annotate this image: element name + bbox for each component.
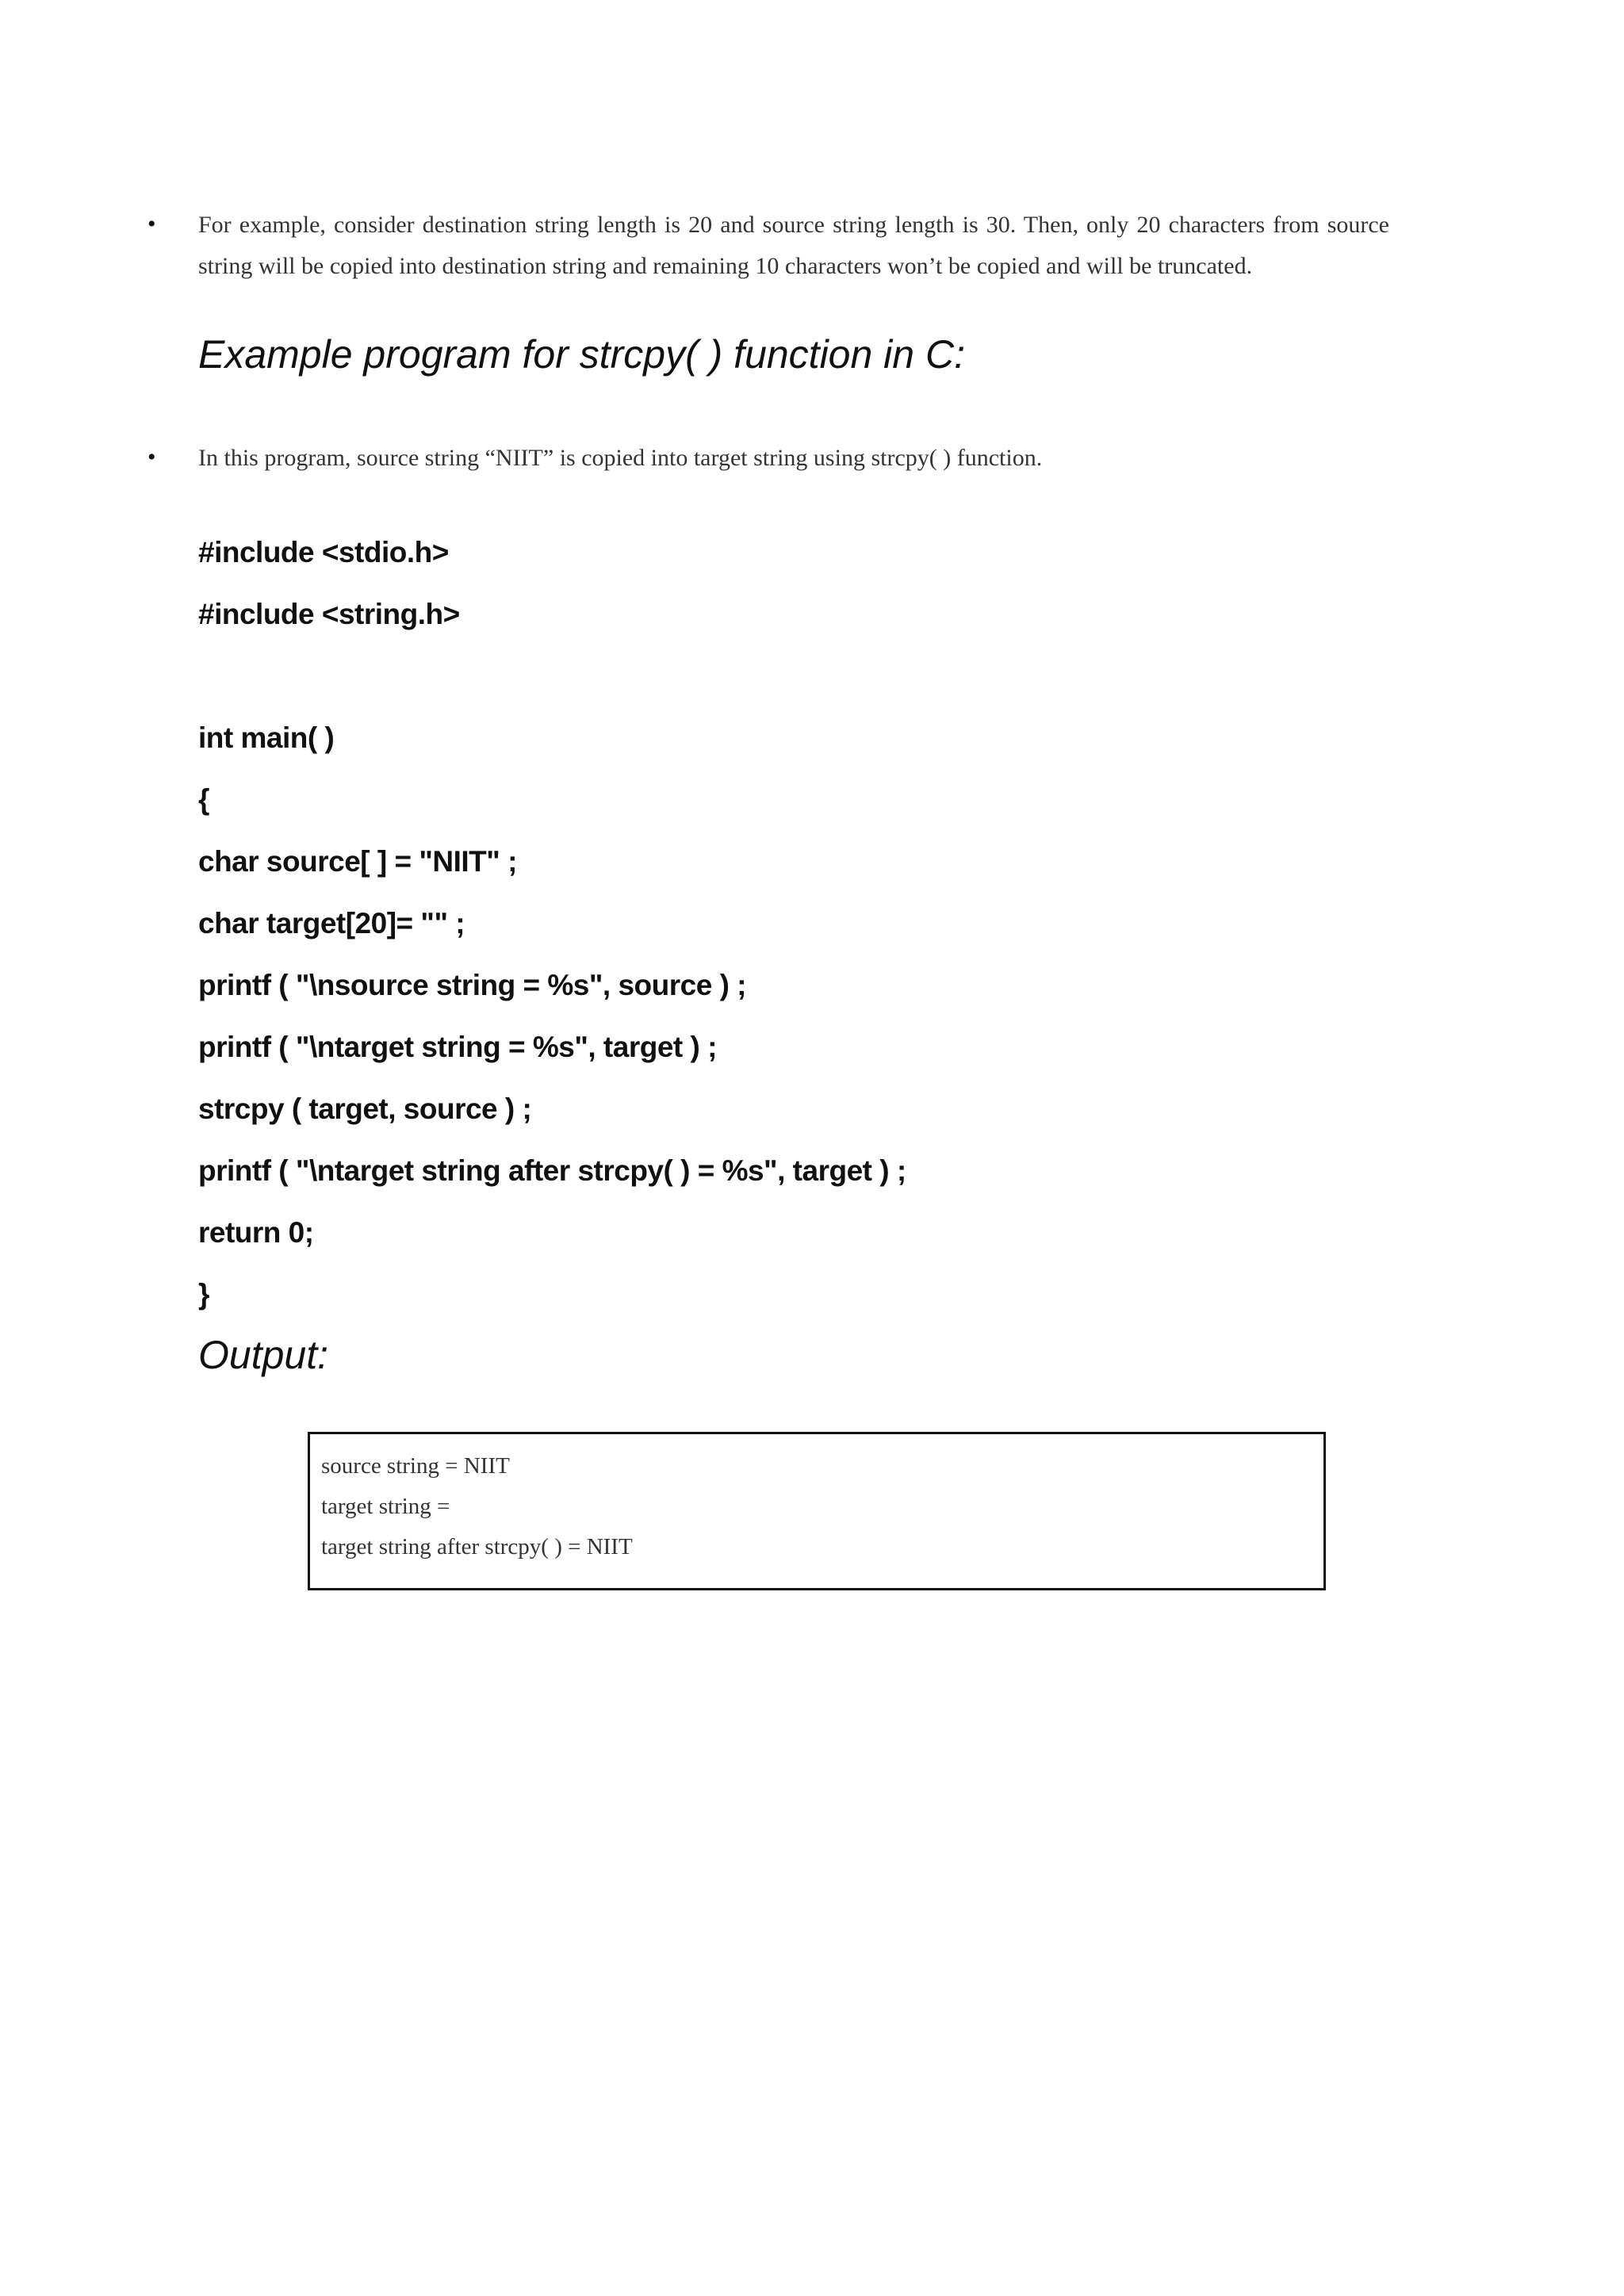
output-line: target string after strcpy( ) = NIIT xyxy=(321,1534,633,1559)
bullet-icon: • xyxy=(147,444,156,470)
code-line: } xyxy=(198,1278,209,1311)
code-line: char target[20]= "" ; xyxy=(198,907,465,939)
code-line: #include <stdio.h> xyxy=(198,536,449,568)
output-heading: Output: xyxy=(198,1333,328,1377)
output-line: source string = NIIT xyxy=(321,1453,510,1479)
code-line: #include <string.h> xyxy=(198,598,460,630)
code-line: return 0; xyxy=(198,1216,314,1249)
code-line: char source[ ] = "NIIT" ; xyxy=(198,845,517,878)
code-line: { xyxy=(198,783,209,816)
bullet-icon: • xyxy=(147,211,156,237)
bullet-item-truncation-example xyxy=(147,205,1389,292)
code-line: printf ( "\ntarget string = %s", target ) ; xyxy=(198,1031,717,1063)
code-line: printf ( "\nsource string = %s", source ) ; xyxy=(198,969,747,1001)
code-line: int main( ) xyxy=(198,721,335,754)
code-line: printf ( "\ntarget string after strcpy( ) = %s", target ) ; xyxy=(198,1154,906,1187)
output-box xyxy=(308,1432,1326,1590)
bullet-text: For example, consider destination string length is 20 and source string length is 30. Then, only 20 characters from source string will be copied into destination string and remaining 10 characters won’t be copied and will be truncated. xyxy=(198,212,1389,279)
example-program-heading: Example program for strcpy( ) function in C: xyxy=(198,332,965,377)
output-line: target string = xyxy=(321,1494,450,1519)
bullet-item-program-description xyxy=(147,438,1389,485)
bullet-text: In this program, source string “NIIT” is copied into target string using strcpy( ) function. xyxy=(198,445,1043,471)
code-line: strcpy ( target, source ) ; xyxy=(198,1093,532,1125)
